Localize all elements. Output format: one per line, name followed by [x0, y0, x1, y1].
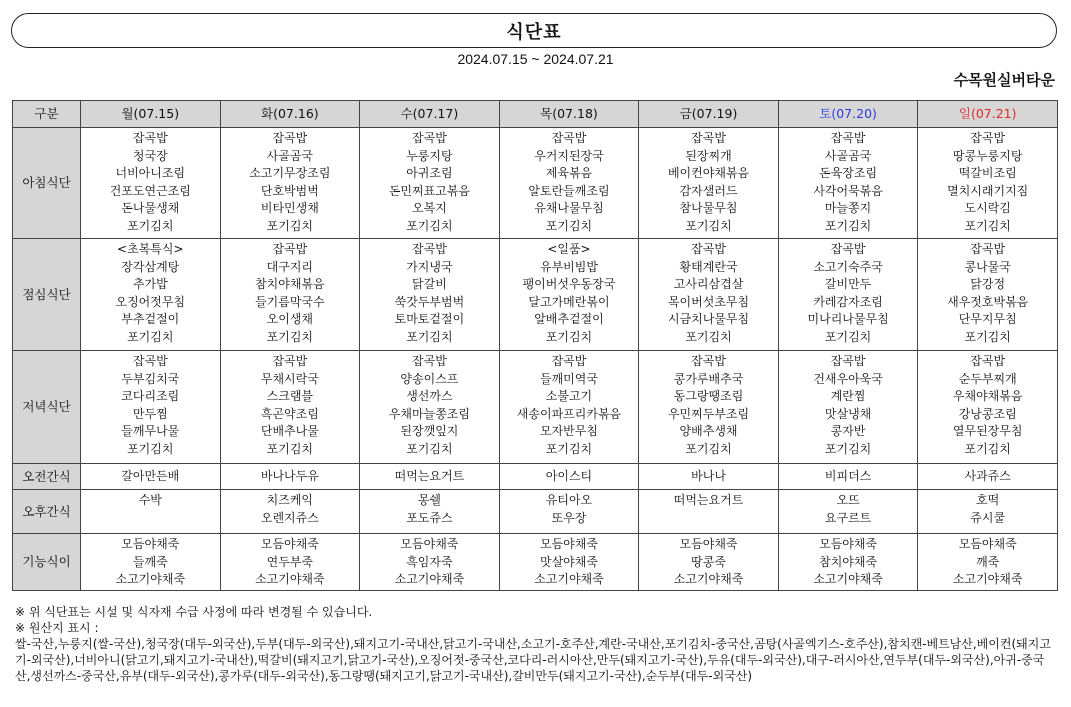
notes-section	[15, 604, 1055, 684]
menu-cell	[360, 464, 500, 490]
menu-item: 모듬야채죽	[260, 537, 319, 551]
menu-item: 달고가메란볶이	[528, 294, 610, 309]
menu-cell	[639, 464, 779, 490]
menu-item: 소고기야채죽	[952, 572, 1023, 586]
menu-item: 소고기야채죽	[673, 572, 744, 586]
menu-item: 포기김치	[406, 329, 453, 344]
menu-item: 모듬야채죽	[400, 537, 459, 551]
menu-item: 잡곡밥	[272, 354, 308, 368]
menu-row-lunch	[13, 239, 1058, 351]
menu-item: 들깨무나물	[121, 424, 180, 438]
menu-item: 떠먹는요거트	[394, 468, 465, 483]
menu-item: 된장찌개	[685, 148, 732, 163]
menu-item: 포기김치	[685, 441, 732, 456]
menu-item: 계란찜	[830, 389, 866, 403]
menu-item: 소고기야채죽	[534, 572, 604, 586]
menu-item: 참치야채볶음	[255, 277, 325, 291]
menu-item: 모듬야채죽	[819, 537, 878, 551]
menu-item: 마늘쫑지	[824, 201, 872, 215]
menu-item: 청국장	[132, 148, 168, 163]
menu-cell	[778, 239, 918, 351]
menu-item: 소고기야채죽	[813, 572, 883, 586]
row-label: 아침식단	[13, 128, 81, 239]
row-label: 기능식이	[13, 534, 81, 591]
menu-item: 모자반무침	[539, 424, 598, 438]
menu-item: 새송이파프리카볶음	[516, 406, 622, 421]
change-notice: ※ 위 식단표는 시설 및 식자재 수급 사정에 따라 변경될 수 있습니다.	[15, 605, 373, 619]
menu-item: 양송이스프	[400, 371, 459, 386]
menu-item: 무채시락국	[260, 371, 319, 386]
menu-item: 잡곡밥	[412, 354, 447, 368]
menu-item: 잡곡밥	[412, 131, 447, 145]
menu-item: 또우장	[551, 510, 587, 525]
origin-text: 쌀-국산,누룽지(쌀-국산),청국장(대두-외국산),두부(대두-외국산),돼지고기-국내산,닭고기-국내산,소고기-호주산,계란-국내산,포기김치-중국산,곰탕(사골엑기스-호주산),참치캔-베트남산,베이컨(돼지고기-외국산),너비아니(닭고기,돼지고기-국내산),떡갈비(돼지고기,닭고기-국산),오징어젓-중국산,코다리-러시아산,만두(돼지고기-국산),두유(대두-외국산),대구-러시아산,연두부(대두-외국산),아귀-중국산,생선까스-중국산,유부(대두-외국산),콩가루(대두-외국산),동그랑땡(돼지고기,닭고기-국내산),갈비만두(돼지고기-국산),순두부(대두-외국산)	[15, 637, 1051, 683]
menu-cell	[499, 351, 639, 464]
menu-item: 토마토겉절이	[394, 312, 465, 326]
menu-row-morning-snack	[13, 464, 1058, 490]
menu-cell	[778, 351, 918, 464]
menu-item: 스크램블	[266, 389, 314, 403]
menu-item: 포기김치	[824, 441, 872, 456]
menu-item: 추가밥	[132, 277, 168, 291]
menu-item: 장각삼계탕	[121, 259, 180, 274]
menu-item: 가지냉국	[406, 259, 453, 274]
menu-cell	[639, 239, 779, 351]
menu-item: 포기김치	[266, 329, 314, 344]
menu-item: 잡곡밥	[970, 131, 1006, 145]
menu-item: 잡곡밥	[272, 131, 308, 145]
menu-item: 요구르트	[824, 510, 872, 525]
menu-cell	[778, 490, 918, 534]
menu-item: <일품>	[547, 242, 591, 256]
menu-item: 대구지리	[266, 259, 314, 274]
menu-item: 포기김치	[545, 218, 593, 233]
row-label: 점심식단	[13, 239, 81, 351]
menu-item: 동그랑땡조림	[673, 389, 744, 403]
menu-item: 잡곡밥	[551, 354, 587, 368]
menu-item: 오렌지쥬스	[260, 510, 319, 525]
menu-item: 잡곡밥	[691, 131, 726, 145]
menu-item: 잡곡밥	[970, 242, 1006, 256]
menu-item: 콩자반	[830, 424, 866, 438]
menu-item: 사골곰국	[266, 148, 314, 163]
menu-item: 열무된장무침	[952, 424, 1023, 438]
menu-item: 잡곡밥	[272, 242, 308, 256]
menu-item: 포기김치	[685, 218, 732, 233]
menu-cell	[360, 490, 500, 534]
menu-item: 멸치시래기지짐	[947, 183, 1029, 198]
menu-cell	[918, 128, 1058, 239]
menu-item: 포기김치	[824, 329, 872, 344]
menu-item: 포기김치	[545, 329, 593, 344]
menu-item: 소불고기	[545, 389, 593, 403]
menu-row-breakfast	[13, 128, 1058, 239]
menu-item: 연두부죽	[266, 554, 314, 569]
menu-item: 땅콩죽	[691, 554, 726, 569]
header-day-mon: 월(07.15)	[81, 101, 221, 128]
weekly-menu-table	[12, 100, 1058, 591]
menu-item: 코다리조림	[121, 389, 180, 403]
menu-item: 감자샐러드	[679, 183, 738, 198]
menu-title: 식단표	[11, 13, 1057, 48]
menu-item: 흑임자죽	[406, 554, 453, 569]
menu-item: 미나리나물무침	[807, 312, 889, 326]
menu-cell	[639, 534, 779, 591]
menu-row-afternoon-snack	[13, 490, 1058, 534]
menu-item: 우거지된장국	[534, 148, 604, 163]
origin-heading: ※ 원산지 표시 :	[15, 621, 99, 635]
menu-item: 모듬야채죽	[958, 537, 1017, 551]
header-day-fri: 금(07.19)	[639, 101, 779, 128]
menu-item: 바나나두유	[260, 468, 319, 483]
menu-item: 포기김치	[406, 441, 453, 456]
menu-item: 아귀조림	[406, 166, 453, 180]
menu-item: 포기김치	[406, 218, 453, 233]
menu-item: 오징어젓무침	[115, 294, 186, 309]
menu-item: 팽이버섯우동장국	[522, 277, 616, 291]
menu-cell	[81, 239, 221, 351]
menu-cell	[639, 490, 779, 534]
menu-item: 갈비만두	[824, 277, 872, 291]
menu-item: 오복지	[412, 201, 447, 215]
menu-cell	[918, 534, 1058, 591]
menu-item: 참나물무침	[679, 201, 738, 215]
header-day-thu: 목(07.18)	[499, 101, 639, 128]
menu-item: 알토란들깨조림	[528, 183, 610, 198]
menu-item: 포기김치	[127, 329, 174, 344]
menu-item: 포기김치	[266, 218, 314, 233]
menu-cell	[778, 534, 918, 591]
menu-cell	[499, 239, 639, 351]
menu-item: 닭갈비	[412, 277, 447, 291]
menu-item: 소고기야채죽	[394, 572, 465, 586]
menu-item: 시금치나물무침	[667, 312, 750, 326]
menu-item: 수박	[138, 493, 162, 507]
menu-item: 잡곡밥	[691, 242, 726, 256]
menu-row-special-diet	[13, 534, 1058, 591]
menu-item: 소고기숙주국	[813, 259, 883, 274]
menu-item: 맛살냉채	[824, 406, 872, 421]
menu-row-dinner	[13, 351, 1058, 464]
menu-cell	[639, 128, 779, 239]
menu-item: 포기김치	[127, 441, 174, 456]
menu-item: 아이스티	[545, 468, 593, 483]
menu-item: 사각어묵볶음	[813, 183, 883, 198]
menu-item: 유티아오	[545, 493, 593, 507]
menu-item: 카레감자조림	[813, 294, 883, 309]
menu-item: 고사리삼겹살	[673, 277, 744, 291]
header-day-sat: 토(07.20)	[778, 101, 918, 128]
menu-item: 모듬야채죽	[539, 537, 598, 551]
row-label: 오전간식	[13, 464, 81, 490]
menu-item: 유채나물무침	[534, 201, 604, 215]
menu-item: 단배추나물	[260, 424, 319, 438]
menu-item: 제육볶음	[545, 166, 593, 180]
menu-item: 떡갈비조림	[958, 166, 1017, 180]
menu-item: 잡곡밥	[132, 131, 168, 145]
menu-cell	[220, 239, 360, 351]
menu-cell	[499, 490, 639, 534]
menu-item: 너비아니조림	[115, 166, 186, 180]
menu-item: 포기김치	[964, 329, 1011, 344]
menu-cell	[918, 490, 1058, 534]
menu-item: 부추겉절이	[121, 312, 180, 326]
header-day-tue: 화(07.16)	[220, 101, 360, 128]
menu-item: 쑥갓두부범벅	[394, 294, 465, 309]
menu-cell	[220, 534, 360, 591]
menu-item: 포기김치	[266, 441, 314, 456]
menu-item: 잡곡밥	[132, 354, 168, 368]
menu-item: 소고기야채죽	[115, 572, 186, 586]
row-label: 오후간식	[13, 490, 81, 534]
menu-item: 된장깻잎지	[400, 424, 459, 438]
menu-item: 돈나물생채	[121, 201, 180, 215]
menu-cell	[220, 128, 360, 239]
menu-item: 비피더스	[824, 468, 872, 483]
menu-item: 호떡	[976, 493, 1000, 507]
menu-item: 콩나물국	[964, 259, 1011, 274]
menu-item: 순두부찌개	[958, 371, 1017, 386]
menu-cell	[220, 490, 360, 534]
menu-item: 사과쥬스	[964, 468, 1011, 483]
menu-item: 들깨죽	[132, 554, 168, 569]
menu-item: 잡곡밥	[830, 131, 866, 145]
menu-item: 포도쥬스	[406, 510, 453, 525]
menu-item: 새우젓호박볶음	[947, 294, 1029, 309]
menu-cell	[81, 351, 221, 464]
menu-item: 치즈케익	[266, 493, 314, 507]
menu-item: 소고기무장조림	[249, 166, 331, 180]
menu-item: 사골곰국	[824, 148, 872, 163]
menu-item: 단무지무침	[958, 312, 1017, 326]
menu-item: 닭강정	[970, 277, 1006, 291]
menu-item: 목이버섯초무침	[667, 294, 750, 309]
menu-item: 양배추생채	[679, 424, 738, 438]
menu-item: 누룽지탕	[406, 148, 453, 163]
menu-item: 땅콩누룽지탕	[952, 148, 1023, 163]
menu-item: 우채야채볶음	[952, 389, 1023, 403]
menu-item: 알배추겉절이	[534, 312, 604, 326]
menu-cell	[778, 128, 918, 239]
menu-item: 건포도연근조림	[109, 183, 191, 198]
menu-item: 잡곡밥	[830, 354, 866, 368]
menu-item: 포기김치	[964, 441, 1011, 456]
menu-item: 갈아만든배	[121, 468, 180, 483]
menu-item: 우민찌두부조림	[667, 406, 750, 421]
menu-item: 우채마늘쫑조림	[388, 406, 470, 421]
menu-item: <초복특식>	[117, 242, 184, 256]
menu-item: 포기김치	[685, 329, 732, 344]
menu-item: 잡곡밥	[551, 131, 587, 145]
menu-cell	[778, 464, 918, 490]
facility-name: 수목원실버타운	[953, 71, 1055, 89]
menu-item: 바나나	[691, 468, 726, 483]
header-category: 구분	[13, 101, 81, 128]
menu-item: 건새우아욱국	[813, 371, 883, 386]
menu-cell	[499, 464, 639, 490]
menu-cell	[220, 351, 360, 464]
row-label: 저녁식단	[13, 351, 81, 464]
menu-item: 들기름막국수	[255, 294, 325, 309]
menu-item: 잡곡밥	[830, 242, 866, 256]
menu-cell	[918, 351, 1058, 464]
menu-item: 잡곡밥	[970, 354, 1006, 368]
menu-cell	[499, 534, 639, 591]
menu-item: 포기김치	[545, 441, 593, 456]
menu-item: 깨죽	[976, 554, 1000, 569]
menu-item: 떠먹는요거트	[673, 493, 744, 507]
menu-item: 단호박범벅	[260, 183, 319, 198]
menu-item: 오뜨	[836, 493, 860, 507]
menu-cell	[360, 128, 500, 239]
menu-item: 황태계란국	[679, 259, 738, 274]
menu-cell	[360, 239, 500, 351]
menu-item: 포기김치	[824, 218, 872, 233]
menu-item: 잡곡밥	[412, 242, 447, 256]
menu-item: 잡곡밥	[691, 354, 726, 368]
header-day-wed: 수(07.17)	[360, 101, 500, 128]
menu-item: 포기김치	[964, 218, 1011, 233]
menu-item: 생선까스	[406, 389, 453, 403]
menu-cell	[220, 464, 360, 490]
menu-item: 베이컨야채볶음	[667, 166, 750, 180]
menu-item: 비타민생채	[260, 201, 319, 215]
menu-item: 만두찜	[132, 406, 168, 421]
menu-cell	[81, 128, 221, 239]
menu-item: 두부김치국	[121, 371, 180, 386]
menu-cell	[499, 128, 639, 239]
menu-item: 흑곤약조림	[260, 406, 319, 421]
menu-cell	[918, 239, 1058, 351]
menu-item: 쥬시쿨	[970, 510, 1006, 525]
header-row	[13, 101, 1058, 128]
menu-cell	[81, 464, 221, 490]
menu-item: 강낭콩조림	[958, 406, 1017, 421]
menu-item: 들깨미역국	[539, 371, 598, 386]
menu-item: 맛살야채죽	[539, 554, 598, 569]
menu-item: 모듬야채죽	[679, 537, 738, 551]
menu-item: 도시락김	[964, 201, 1011, 215]
menu-item: 유부비빔밥	[539, 259, 598, 274]
menu-cell	[918, 464, 1058, 490]
menu-item: 포기김치	[127, 218, 174, 233]
menu-cell	[360, 534, 500, 591]
menu-item: 소고기야채죽	[255, 572, 325, 586]
menu-item: 오이생채	[266, 312, 314, 326]
menu-item: 몽쉘	[417, 493, 441, 507]
menu-period: 2024.07.15 ~ 2024.07.21	[457, 51, 614, 67]
menu-cell	[639, 351, 779, 464]
menu-item: 모듬야채죽	[121, 537, 180, 551]
menu-cell	[81, 490, 221, 534]
menu-cell	[81, 534, 221, 591]
menu-item: 돈육장조림	[819, 166, 878, 180]
menu-item: 콩가루배추국	[673, 371, 744, 386]
menu-item: 참치야채죽	[819, 554, 878, 569]
header-day-sun: 일(07.21)	[918, 101, 1058, 128]
menu-item: 돈민찌표고볶음	[388, 183, 470, 198]
menu-cell	[360, 351, 500, 464]
